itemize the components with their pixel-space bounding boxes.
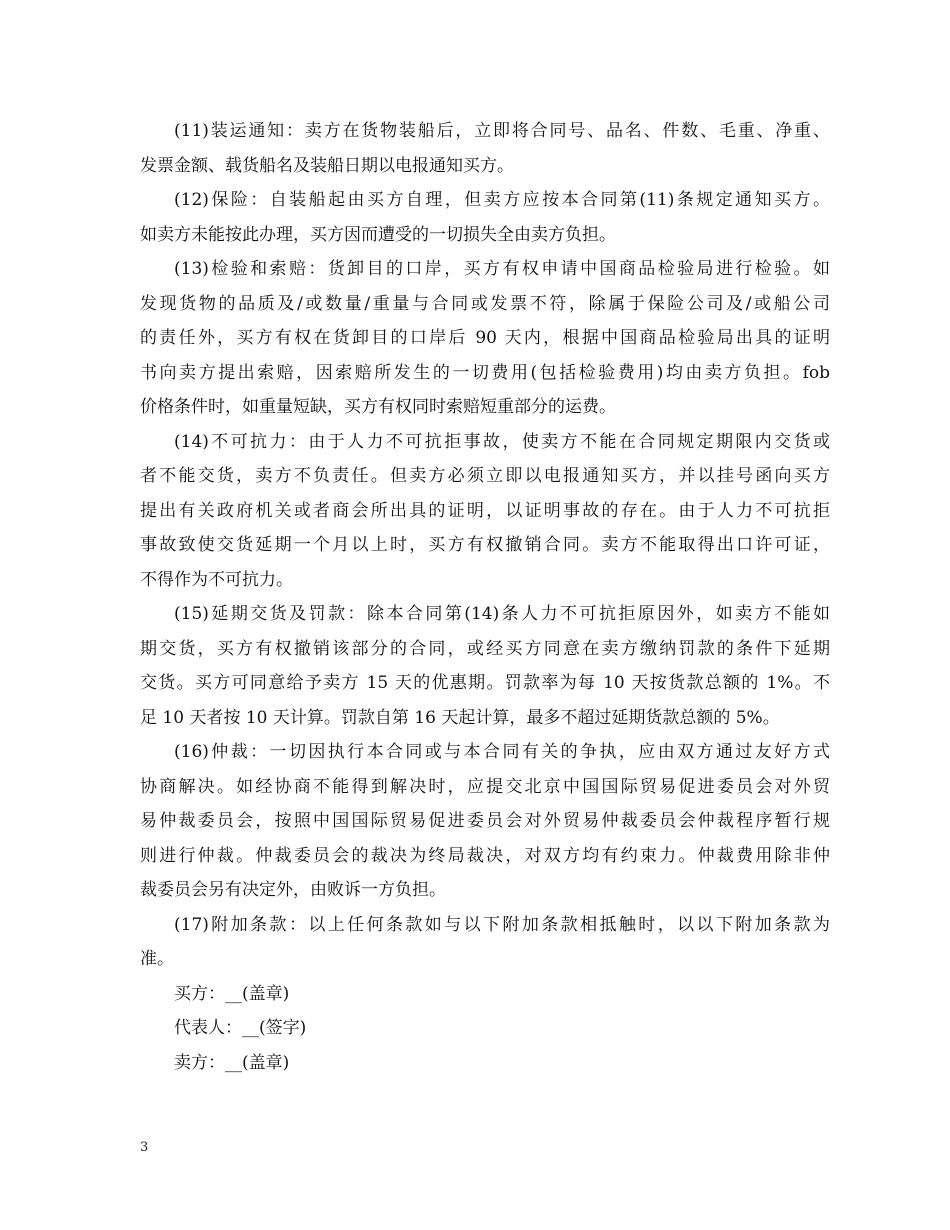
- clause-15: [140, 597, 830, 735]
- clause-12: [140, 183, 830, 252]
- clause-line: 则进行仲裁。仲裁委员会的裁决为终局裁决，对双方均有约束力。仲裁费用除非仲: [140, 845, 830, 866]
- clause-13: [140, 252, 830, 425]
- clause-line: 的责任外，买方有权在货卸目的口岸后 90 天内，根据中国商品检验局出具的证明: [140, 328, 830, 348]
- clause-17: [140, 908, 830, 977]
- clause-line: 如卖方未能按此办理，买方因而遭受的一切损失全由卖方负担。: [140, 224, 616, 245]
- clause-line: 提出有关政府机关或者商会所出具的证明，以证明事故的存在。由于人力不可抗拒: [140, 500, 830, 521]
- buyer-signature-line: 买方：__(盖章): [174, 983, 290, 1004]
- clause-16: [140, 735, 830, 908]
- clause-14: [140, 425, 830, 598]
- contract-body: [140, 114, 830, 1080]
- clause-line: (12)保险：自装船起由买方自理，但卖方应按本合同第(11)条规定通知买方。: [174, 190, 830, 210]
- clause-line: 不得作为不可抗力。: [140, 569, 293, 590]
- representative-signature-line: 代表人：__(签字): [174, 1018, 307, 1038]
- signature-block: [140, 977, 830, 1081]
- clause-line: 交货。买方可同意给予卖方 15 天的优惠期。罚款率为每 10 天按货款总额的 1%。不: [140, 673, 830, 693]
- page-number: 3: [140, 1140, 149, 1155]
- clause-line: 者不能交货，卖方不负责任。但卖方必须立即以电报通知买方，并以挂号函向买方: [140, 466, 830, 486]
- clause-line: 裁委员会另有决定外，由败诉一方负担。: [140, 880, 446, 900]
- clause-line: 书向卖方提出索赔，因索赔所发生的一切费用(包括检验费用)均由卖方负担。fob: [140, 362, 830, 383]
- clause-line: (14)不可抗力：由于人力不可抗拒事故，使卖方不能在合同规定期限内交货或: [174, 431, 830, 452]
- clause-line: 价格条件时，如重量短缺，买方有权同时索赔短重部分的运费。: [140, 397, 616, 417]
- clause-line: 协商解决。如经协商不能得到解决时，应提交北京中国国际贸易促进委员会对外贸: [140, 776, 830, 797]
- clause-line: 发票金额、载货船名及装船日期以电报通知买方。: [140, 155, 514, 176]
- clause-line: 易仲裁委员会，按照中国国际贸易促进委员会对外贸易仲裁委员会仲裁程序暂行规: [140, 811, 830, 831]
- seller-signature-line: 卖方：__(盖章): [174, 1052, 290, 1073]
- clause-line: 期交货，买方有权撤销该部分的合同，或经买方同意在卖方缴纳罚款的条件下延期: [140, 638, 830, 659]
- clause-line: 准。: [140, 949, 174, 969]
- clause-line: (17)附加条款：以上任何条款如与以下附加条款相抵触时，以以下附加条款为: [174, 914, 830, 935]
- clause-line: (16)仲裁：一切因执行本合同或与本合同有关的争执，应由双方通过友好方式: [174, 742, 830, 762]
- clause-line: (15)延期交货及罚款：除本合同第(14)条人力不可抗拒原因外，如卖方不能如: [174, 604, 830, 624]
- clause-line: (13)检验和索赔：货卸目的口岸，买方有权申请中国商品检验局进行检验。如: [174, 259, 830, 279]
- clause-line: 发现货物的品质及/或数量/重量与合同或发票不符，除属于保险公司及/或船公司: [140, 293, 830, 314]
- clause-line: 足 10 天者按 10 天计算。罚款自第 16 天起计算，最多不超过延期货款总额的 5%。: [140, 707, 780, 728]
- clause-line: 事故致使交货延期一个月以上时，买方有权撤销合同。卖方不能取得出口许可证，: [140, 535, 830, 555]
- clause-11: [140, 114, 830, 183]
- clause-line: (11)装运通知：卖方在货物装船后，立即将合同号、品名、件数、毛重、净重、: [174, 121, 830, 141]
